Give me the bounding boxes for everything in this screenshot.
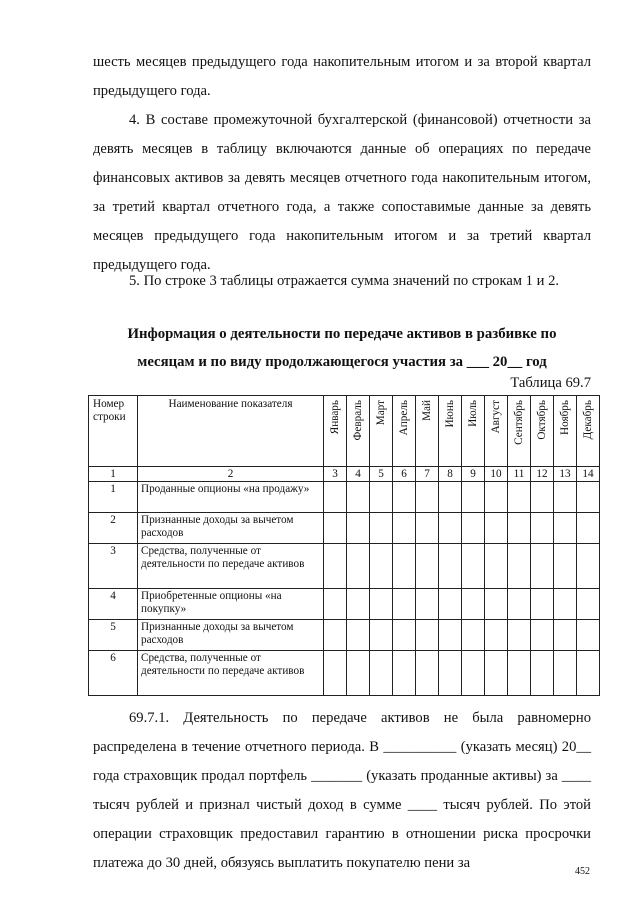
row-number: 2 [89,513,138,544]
month-value-cell [370,620,393,651]
month-value-cell [439,620,462,651]
month-value-cell [577,589,600,620]
column-number: 14 [577,467,600,482]
page-number: 452 [575,866,590,877]
month-value-cell [577,651,600,696]
month-value-cell [554,513,577,544]
month-value-cell [393,482,416,513]
month-value-cell [531,651,554,696]
column-number: 2 [138,467,324,482]
month-value-cell [508,620,531,651]
month-value-cell [485,651,508,696]
month-value-cell [416,513,439,544]
month-value-cell [462,544,485,589]
header-month: Февраль [347,396,370,467]
month-value-cell [370,651,393,696]
row-indicator-name: Проданные опционы «на продажу» [138,482,324,513]
row-indicator-name: Признанные доходы за вычетом расходов [138,620,324,651]
row-number: 3 [89,544,138,589]
month-value-cell [554,651,577,696]
month-value-cell [577,482,600,513]
month-value-cell [347,513,370,544]
table-row [89,589,600,620]
table-heading-line-2: месяцам и по виду продолжающегося участия за ___ 20__ год [137,354,547,370]
month-value-cell [416,482,439,513]
month-value-cell [370,513,393,544]
table-row [89,651,600,696]
month-value-cell [577,620,600,651]
table-row [89,482,600,513]
month-value-cell [439,513,462,544]
paragraph-item-4: 4. В составе промежуточной бухгалтерской (финансовой) отчетности за девять месяцев в таблицу включаются данные об операциях по передаче финансовых активов за девять месяцев отчетного года накопительным итогом, за третий квартал отчетного года, а также сопоставимые данные за девять месяцев предыдущего года накопительным итогом и за третий квартал предыдущего года. [93,112,591,273]
month-value-cell [324,589,347,620]
column-number: 1 [89,467,138,482]
header-month: Август [485,396,508,467]
column-number-row [89,467,600,482]
month-value-cell [324,651,347,696]
row-indicator-name: Приобретенные опционы «на покупку» [138,589,324,620]
month-value-cell [347,544,370,589]
month-value-cell [508,651,531,696]
month-value-cell [485,544,508,589]
month-value-cell [439,589,462,620]
month-value-cell [531,482,554,513]
month-value-cell [347,482,370,513]
row-number: 6 [89,651,138,696]
month-value-cell [485,482,508,513]
month-value-cell [393,589,416,620]
month-value-cell [370,589,393,620]
header-month: Октябрь [531,396,554,467]
row-indicator-name: Признанные доходы за вычетом расходов [138,513,324,544]
table-body [89,482,600,696]
header-month: Апрель [393,396,416,467]
month-value-cell [324,544,347,589]
month-value-cell [416,620,439,651]
table-heading-line-1: Информация о деятельности по передаче активов в разбивке по [127,326,557,342]
column-number: 9 [462,467,485,482]
header-indicator-name: Наименование показателя [138,396,324,467]
month-value-cell [416,544,439,589]
month-value-cell [324,620,347,651]
column-number: 11 [508,467,531,482]
month-value-cell [347,589,370,620]
month-value-cell [393,651,416,696]
month-value-cell [462,482,485,513]
row-indicator-name: Средства, полученные от деятельности по передаче активов [138,544,324,589]
column-number: 13 [554,467,577,482]
paragraph-item-5: 5. По строке 3 таблицы отражается сумма значений по строкам 1 и 2. [129,273,560,289]
month-value-cell [485,589,508,620]
month-value-cell [347,620,370,651]
header-month: Январь [324,396,347,467]
month-value-cell [577,513,600,544]
month-value-cell [416,651,439,696]
month-value-cell [416,589,439,620]
month-value-cell [462,651,485,696]
month-value-cell [554,589,577,620]
month-value-cell [439,544,462,589]
month-value-cell [370,544,393,589]
month-value-cell [370,482,393,513]
month-value-cell [508,482,531,513]
month-value-cell [485,513,508,544]
paragraph-69-7-1: 69.7.1. Деятельность по передаче активов не была равномерно распределена в течение отчетного периода. В __________ (указать месяц) 20__ года страховщик продал портфель _______ (указать проданные активы) за ____ тысяч рублей и признал чистый доход в сумме ____ тысяч рублей. По этой операции страховщик предоставил гарантию в отношении риска просрочки платежа до 30 дней, обязуясь выплатить покупателю пени за [93,710,591,871]
column-number: 6 [393,467,416,482]
month-value-cell [531,589,554,620]
month-value-cell [347,651,370,696]
row-number: 4 [89,589,138,620]
month-value-cell [439,482,462,513]
table-row [89,513,600,544]
month-value-cell [531,544,554,589]
column-number: 5 [370,467,393,482]
column-number: 4 [347,467,370,482]
header-month: Сентябрь [508,396,531,467]
month-value-cell [531,513,554,544]
month-value-cell [439,651,462,696]
month-value-cell [485,620,508,651]
table-row [89,544,600,589]
transfer-activity-table [88,395,600,696]
month-value-cell [324,482,347,513]
header-month: Март [370,396,393,467]
month-value-cell [393,620,416,651]
column-number: 3 [324,467,347,482]
column-number: 10 [485,467,508,482]
header-month: Июль [462,396,485,467]
row-number: 1 [89,482,138,513]
month-value-cell [508,544,531,589]
month-value-cell [462,589,485,620]
month-value-cell [462,620,485,651]
row-indicator-name: Средства, полученные от деятельности по передаче активов [138,651,324,696]
header-month: Ноябрь [554,396,577,467]
month-value-cell [393,544,416,589]
paragraph-continuation: шесть месяцев предыдущего года накопительным итогом и за второй квартал предыдущего года. [93,54,591,99]
month-value-cell [508,589,531,620]
header-month: Декабрь [577,396,600,467]
table-row [89,620,600,651]
column-number: 12 [531,467,554,482]
month-value-cell [508,513,531,544]
row-number: 5 [89,620,138,651]
header-row-number: Номер строки [89,396,138,467]
month-value-cell [554,620,577,651]
column-number: 7 [416,467,439,482]
month-value-cell [554,482,577,513]
header-month: Май [416,396,439,467]
column-number: 8 [439,467,462,482]
month-value-cell [554,544,577,589]
month-value-cell [324,513,347,544]
header-month: Июнь [439,396,462,467]
table-caption: Таблица 69.7 [510,375,591,391]
table-header-row [89,396,600,467]
month-value-cell [577,544,600,589]
month-value-cell [393,513,416,544]
month-value-cell [531,620,554,651]
month-value-cell [462,513,485,544]
